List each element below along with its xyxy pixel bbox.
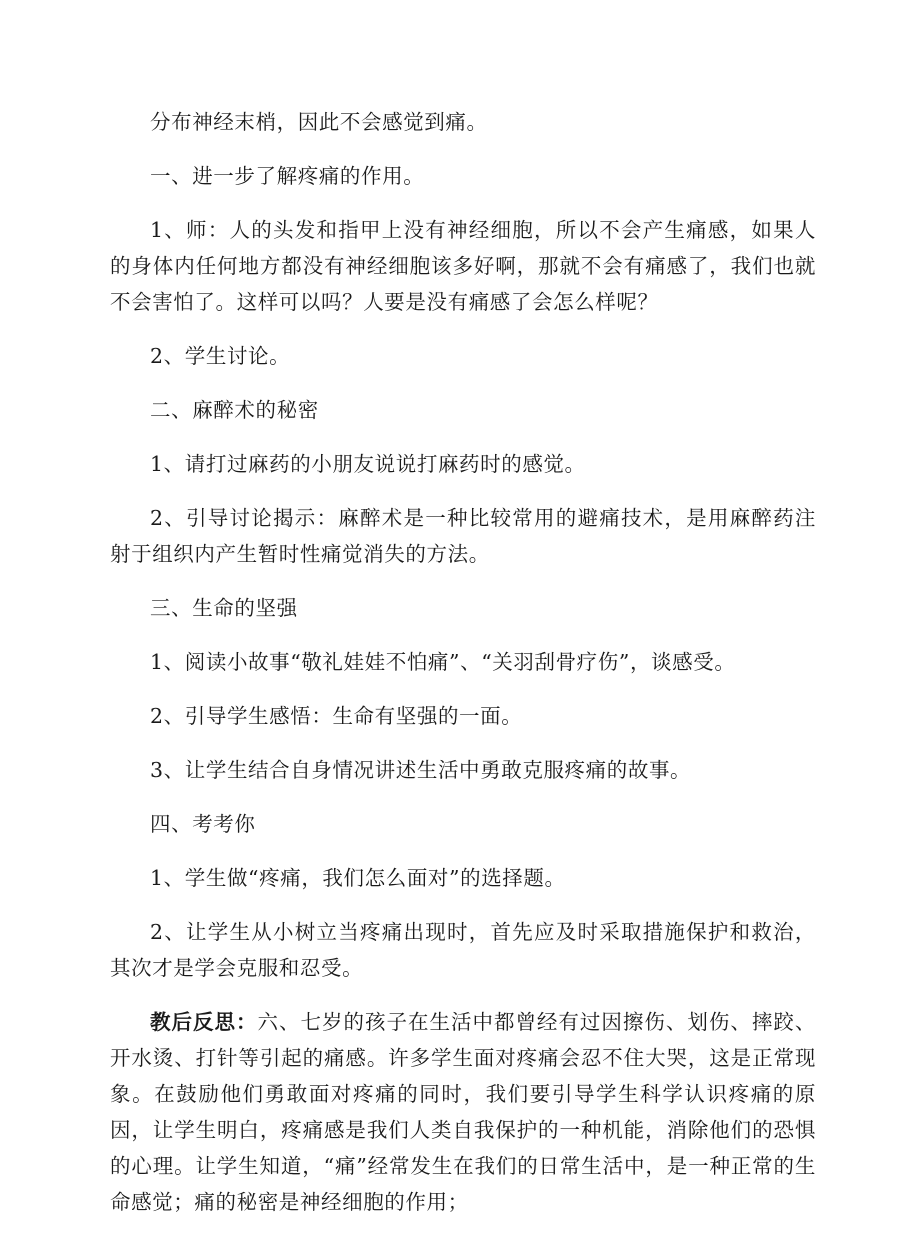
- list-item: 2、引导讨论揭示：麻醉术是一种比较常用的避痛技术，是用麻醉药注射于组织内产生暂时性痛觉消失的方法。: [110, 506, 816, 566]
- section-heading-3: 三、生命的坚强: [150, 596, 298, 620]
- list-item: 3、让学生结合自身情况讲述生活中勇敢克服疼痛的故事。: [150, 758, 692, 782]
- reflection-paragraph: [110, 1004, 816, 1220]
- paragraph-intro: 分布神经末梢，因此不会感觉到痛。: [150, 110, 488, 134]
- section-heading-4: 四、考考你: [150, 812, 256, 836]
- section-heading-2: 二、麻醉术的秘密: [150, 398, 319, 422]
- reflection-label: 教后反思：: [150, 1010, 258, 1034]
- reflection-text: 六、七岁的孩子在生活中都曾经有过因擦伤、划伤、摔跤、开水烫、打针等引起的痛感。许多学生面对疼痛会忍不住大哭，这是正常现象。在鼓励他们勇敢面对疼痛的同时，我们要引导学生科学认识疼痛的原因，让学生明白，疼痛感是我们人类自我保护的一种机能，消除他们的恐惧的心理。让学生知道，“痛”经常发生在我们的日常生活中，是一种正常的生命感觉；痛的秘密是神经细胞的作用；: [110, 1010, 816, 1214]
- list-item: 2、让学生从小树立当疼痛出现时，首先应及时采取措施保护和救治，其次才是学会克服和忍受。: [110, 920, 816, 980]
- list-item: 1、师：人的头发和指甲上没有神经细胞，所以不会产生痛感，如果人的身体内任何地方都没有神经细胞该多好啊，那就不会有痛感了，我们也就不会害怕了。这样可以吗？人要是没有痛感了会怎么样呢？: [110, 218, 816, 314]
- section-heading-1: 一、进一步了解疼痛的作用。: [150, 164, 425, 188]
- list-item: 2、学生讨论。: [150, 344, 291, 368]
- document-page: [110, 104, 816, 1238]
- list-item: 1、请打过麻药的小朋友说说打麻药时的感觉。: [150, 452, 586, 476]
- list-item: 1、阅读小故事“敬礼娃娃不怕痛”、“关羽刮骨疗伤”，谈感受。: [150, 650, 736, 674]
- list-item: 1、学生做“疼痛，我们怎么面对”的选择题。: [150, 866, 566, 890]
- list-item: 2、引导学生感悟：生命有坚强的一面。: [150, 704, 523, 728]
